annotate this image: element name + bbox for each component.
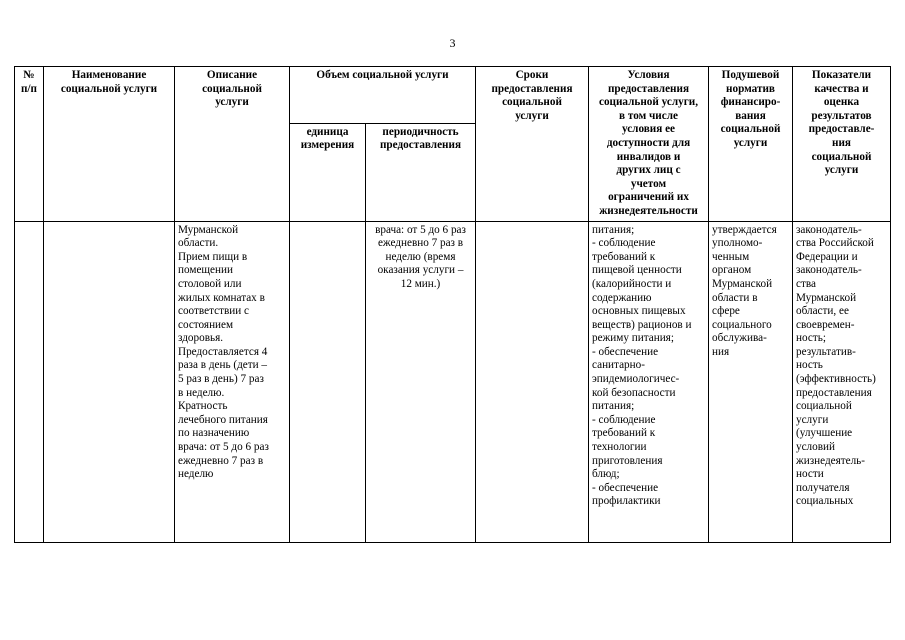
cell-terms (476, 221, 589, 542)
cell-conditions: питания; - соблюдение требований к пищевой ценности (калорийности и содержанию основных пищевых веществ) рационов и режиму питания; - обеспечение санитарно- эпидемиологичес- кой безопасности питания; - соблюдение требований к технологии приготовления блюд; - обеспечение профилактики (589, 221, 709, 542)
cell-norm: утверждается уполномо- ченным органом Мурманской области в сфере социального обслужива- ния (709, 221, 793, 542)
services-table (14, 66, 891, 543)
header-num: № п/п (15, 67, 44, 222)
header-description: Описание социальной услуги (175, 67, 290, 222)
cell-name (44, 221, 175, 542)
header-name: Наименование социальной услуги (44, 67, 175, 222)
cell-description: Мурманской области. Прием пищи в помещении столовой или жилых комнатах в соответствии с состоянием здоровья. Предоставляется 4 раза в день (дети – 5 раз в день) 7 раз в неделю. Кратность лечебного питания по назначению врача: от 5 до 6 раз ежедневно 7 раз в неделю (175, 221, 290, 542)
cell-num (15, 221, 44, 542)
header-norm: Подушевой норматив финансиро- вания социальной услуги (709, 67, 793, 222)
header-volume-frequency: периодичность предоставления (366, 123, 476, 221)
header-conditions: Условия предоставления социальной услуги, в том числе условия ее доступности для инвалидов и других лиц с учетом ограничений их жизнедеятельности (589, 67, 709, 222)
header-row-1 (15, 67, 891, 124)
header-indicators: Показатели качества и оценка результатов предоставле- ния социальной услуги (793, 67, 891, 222)
table-row (15, 221, 891, 542)
cell-unit (290, 221, 366, 542)
header-volume: Объем социальной услуги (290, 67, 476, 124)
header-terms: Сроки предоставления социальной услуги (476, 67, 589, 222)
cell-frequency: врача: от 5 до 6 раз ежедневно 7 раз в неделю (время оказания услуги – 12 мин.) (366, 221, 476, 542)
cell-indicators: законодатель- ства Российской Федерации и законодатель- ства Мурманской области, ее своевремен- ность; результатив- ность (эффективность) предоставления социальной услуги (улучшение условий жизнедеятель- ности получателя социальных (793, 221, 891, 542)
page-number: 3 (449, 36, 456, 50)
header-volume-unit: единица измерения (290, 123, 366, 221)
